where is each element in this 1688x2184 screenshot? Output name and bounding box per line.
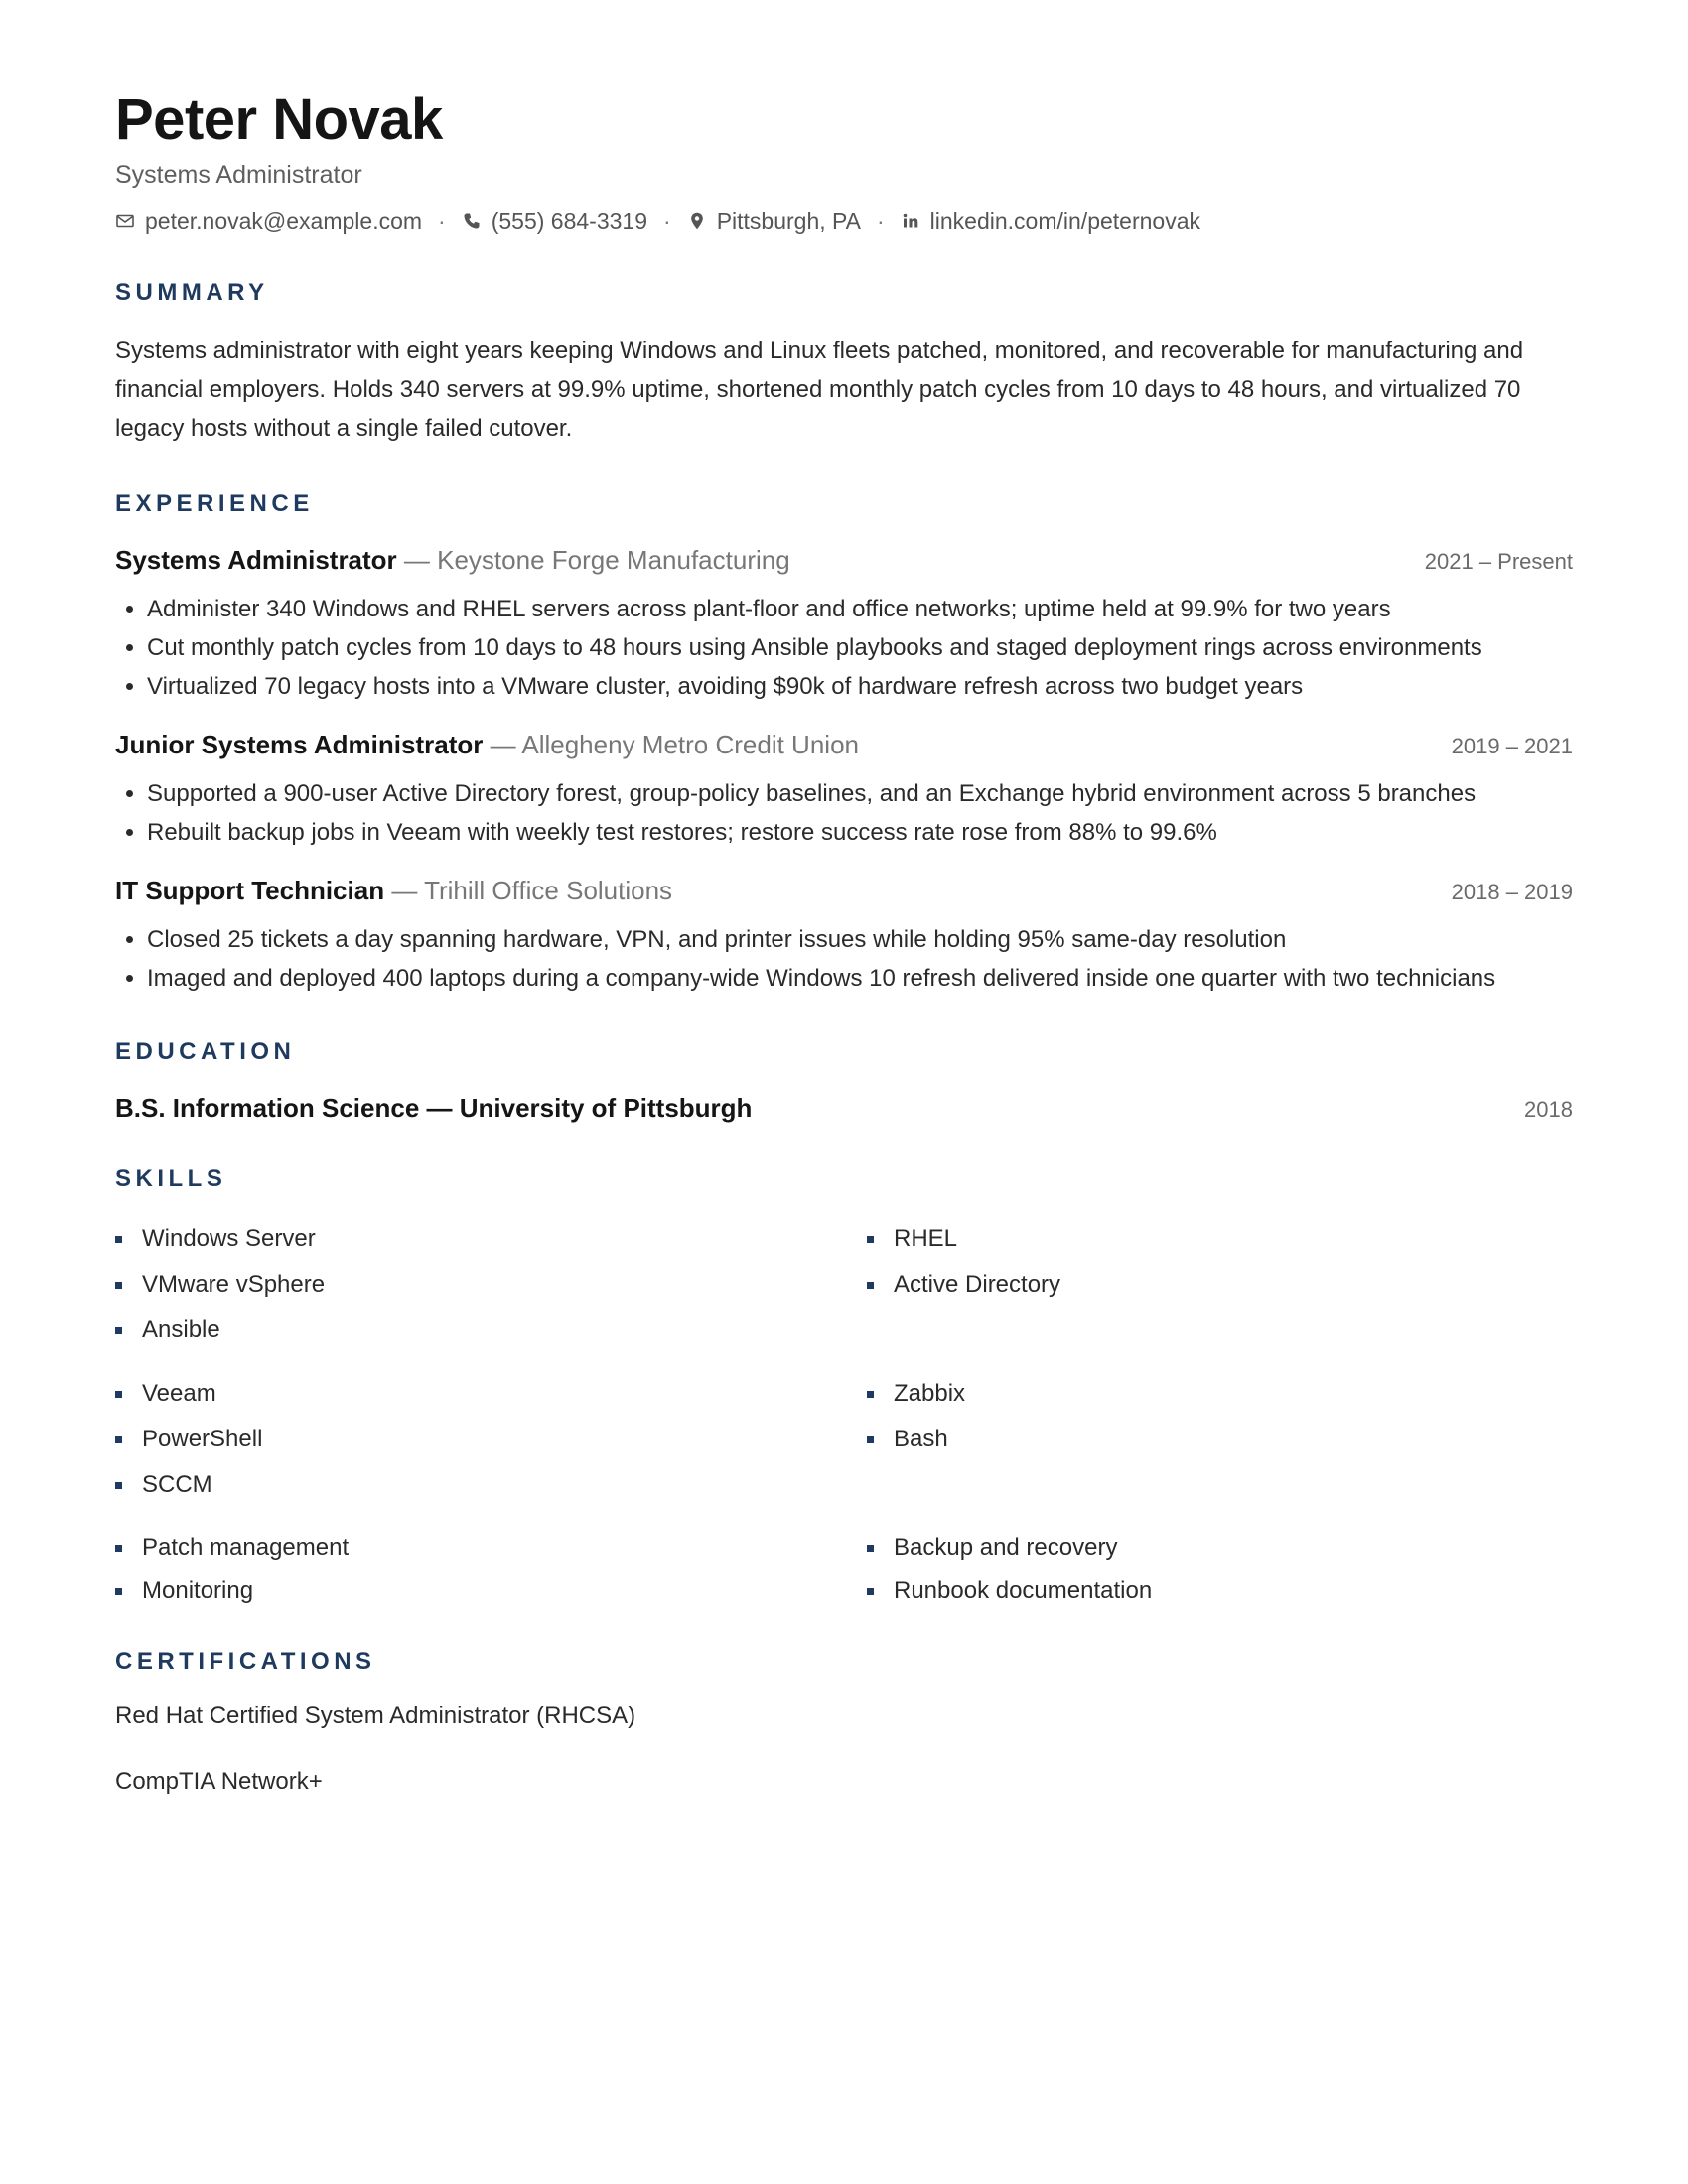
location-pin-icon — [687, 211, 707, 231]
contact-separator: · — [877, 208, 885, 234]
skill-item — [115, 1216, 867, 1262]
job-bullet: • Rebuilt backup jobs in Veeam with weekly test restores; restore success rate rose from 88% to 99.6% — [147, 813, 1573, 852]
phone-text: (555) 684-3319 — [491, 208, 648, 234]
job-title-line — [115, 874, 672, 912]
job-company: — Allegheny Metro Credit Union — [483, 730, 859, 759]
bullet-square-icon — [867, 1282, 874, 1289]
contact-separator: · — [438, 208, 446, 234]
education-heading: EDUCATION — [115, 1038, 296, 1065]
education-entry — [115, 1091, 1573, 1127]
contact-location — [687, 206, 861, 236]
education-year: 2018 — [1524, 1097, 1573, 1122]
job-title-line — [115, 543, 790, 582]
education-degree: B.S. Information Science — University of Pittsburgh — [115, 1093, 753, 1123]
skill-item — [115, 1307, 867, 1353]
skill-group — [115, 1526, 1573, 1613]
job-entry — [115, 874, 1573, 998]
skill-item — [867, 1216, 1573, 1262]
skill-label: VMware vSphere — [142, 1271, 326, 1297]
bullet-square-icon — [115, 1236, 122, 1243]
experience-heading: EXPERIENCE — [115, 490, 314, 517]
skill-item — [867, 1371, 1573, 1417]
skill-label: Runbook documentation — [894, 1577, 1153, 1604]
email-text: peter.novak@example.com — [145, 208, 423, 234]
skill-item — [115, 1462, 867, 1508]
job-role: Junior Systems Administrator — [115, 730, 484, 759]
skill-group — [115, 1216, 1573, 1353]
skill-item — [115, 1262, 867, 1307]
bullet-square-icon — [867, 1391, 874, 1398]
job-role: Systems Administrator — [115, 545, 397, 575]
contact-line — [115, 206, 1573, 236]
job-company: — Keystone Forge Manufacturing — [396, 545, 790, 575]
bullet-square-icon — [115, 1436, 122, 1443]
location-text: Pittsburgh, PA — [716, 208, 861, 234]
bullet-square-icon — [115, 1327, 122, 1334]
skill-item — [867, 1417, 1573, 1462]
skill-item — [115, 1526, 867, 1570]
mail-icon — [115, 211, 135, 231]
job-role: IT Support Technician — [115, 876, 385, 905]
contact-email[interactable] — [115, 206, 422, 236]
skill-label: Backup and recovery — [894, 1534, 1118, 1561]
contact-separator: · — [663, 208, 671, 234]
job-company: — Trihill Office Solutions — [384, 876, 673, 905]
bullet-square-icon — [867, 1588, 874, 1595]
bullet-square-icon — [115, 1282, 122, 1289]
linkedin-text: linkedin.com/in/peternovak — [929, 208, 1200, 234]
job-header — [115, 874, 1573, 912]
skill-item — [115, 1371, 867, 1417]
job-dates: 2018 – 2019 — [1451, 880, 1573, 904]
skill-item — [867, 1570, 1573, 1613]
skill-item — [115, 1417, 867, 1462]
bullet-square-icon — [867, 1545, 874, 1552]
skill-label: PowerShell — [142, 1426, 263, 1452]
job-header — [115, 543, 1573, 582]
skill-label: Zabbix — [894, 1380, 966, 1407]
job-bullet: • Imaged and deployed 400 laptops during a company-wide Windows 10 refresh delivered inside one quarter with two technicians — [147, 959, 1573, 998]
candidate-role: Systems Administrator — [115, 161, 362, 189]
job-bullets — [115, 590, 1573, 706]
skill-label: Patch management — [142, 1534, 350, 1561]
skills-heading: SKILLS — [115, 1165, 227, 1192]
bullet-square-icon — [115, 1588, 122, 1595]
job-bullets — [115, 774, 1573, 852]
candidate-name: Peter Novak — [115, 87, 443, 152]
job-bullets — [115, 920, 1573, 998]
contact-phone[interactable] — [462, 206, 647, 236]
job-bullet: • Supported a 900-user Active Directory forest, group-policy baselines, and an Exchange hybrid environment across 5 branches — [147, 774, 1573, 813]
skill-label: SCCM — [142, 1471, 212, 1498]
skill-group — [115, 1371, 1573, 1508]
certification-item: Red Hat Certified System Administrator (RHCSA) — [115, 1703, 636, 1729]
bullet-square-icon — [115, 1545, 122, 1552]
skill-label: Windows Server — [142, 1225, 316, 1252]
skill-item — [867, 1262, 1573, 1307]
job-header — [115, 728, 1573, 766]
job-entry — [115, 543, 1573, 706]
skill-item — [867, 1526, 1573, 1570]
skill-label: Ansible — [142, 1316, 220, 1343]
job-title-line — [115, 728, 859, 766]
job-bullet: • Closed 25 tickets a day spanning hardware, VPN, and printer issues while holding 95% same-day resolution — [147, 920, 1573, 959]
job-dates: 2021 – Present — [1424, 549, 1573, 574]
contact-linkedin[interactable] — [901, 206, 1200, 236]
job-bullet: • Administer 340 Windows and RHEL servers across plant-floor and office networks; uptime held at 99.9% for two years — [147, 590, 1573, 628]
bullet-square-icon — [867, 1236, 874, 1243]
job-bullet: • Cut monthly patch cycles from 10 days to 48 hours using Ansible playbooks and staged deployment rings across environments — [147, 628, 1573, 667]
bullet-square-icon — [115, 1482, 122, 1489]
skill-label: Active Directory — [894, 1271, 1061, 1297]
certifications-heading: CERTIFICATIONS — [115, 1648, 376, 1675]
job-dates: 2019 – 2021 — [1451, 734, 1573, 758]
skill-label: Veeam — [142, 1380, 216, 1407]
linkedin-icon — [901, 211, 920, 231]
summary-heading: SUMMARY — [115, 279, 269, 306]
phone-icon — [462, 211, 482, 231]
skill-item — [115, 1570, 867, 1613]
skill-label: RHEL — [894, 1225, 958, 1252]
job-bullet: • Virtualized 70 legacy hosts into a VMware cluster, avoiding $90k of hardware refresh across two budget years — [147, 667, 1573, 706]
bullet-square-icon — [115, 1391, 122, 1398]
summary-text: Systems administrator with eight years keeping Windows and Linux fleets patched, monitored, and recoverable for manufacturing and financial employers. Holds 340 servers at 99.9% uptime, shortened monthly patch cycles from 10 days to 48 hours, and virtualized 70 legacy hosts without a single failed cutover. — [115, 338, 1524, 442]
job-entry — [115, 728, 1573, 852]
skill-label: Bash — [894, 1426, 948, 1452]
skill-label: Monitoring — [142, 1577, 254, 1604]
bullet-square-icon — [867, 1436, 874, 1443]
certification-item: CompTIA Network+ — [115, 1768, 323, 1795]
